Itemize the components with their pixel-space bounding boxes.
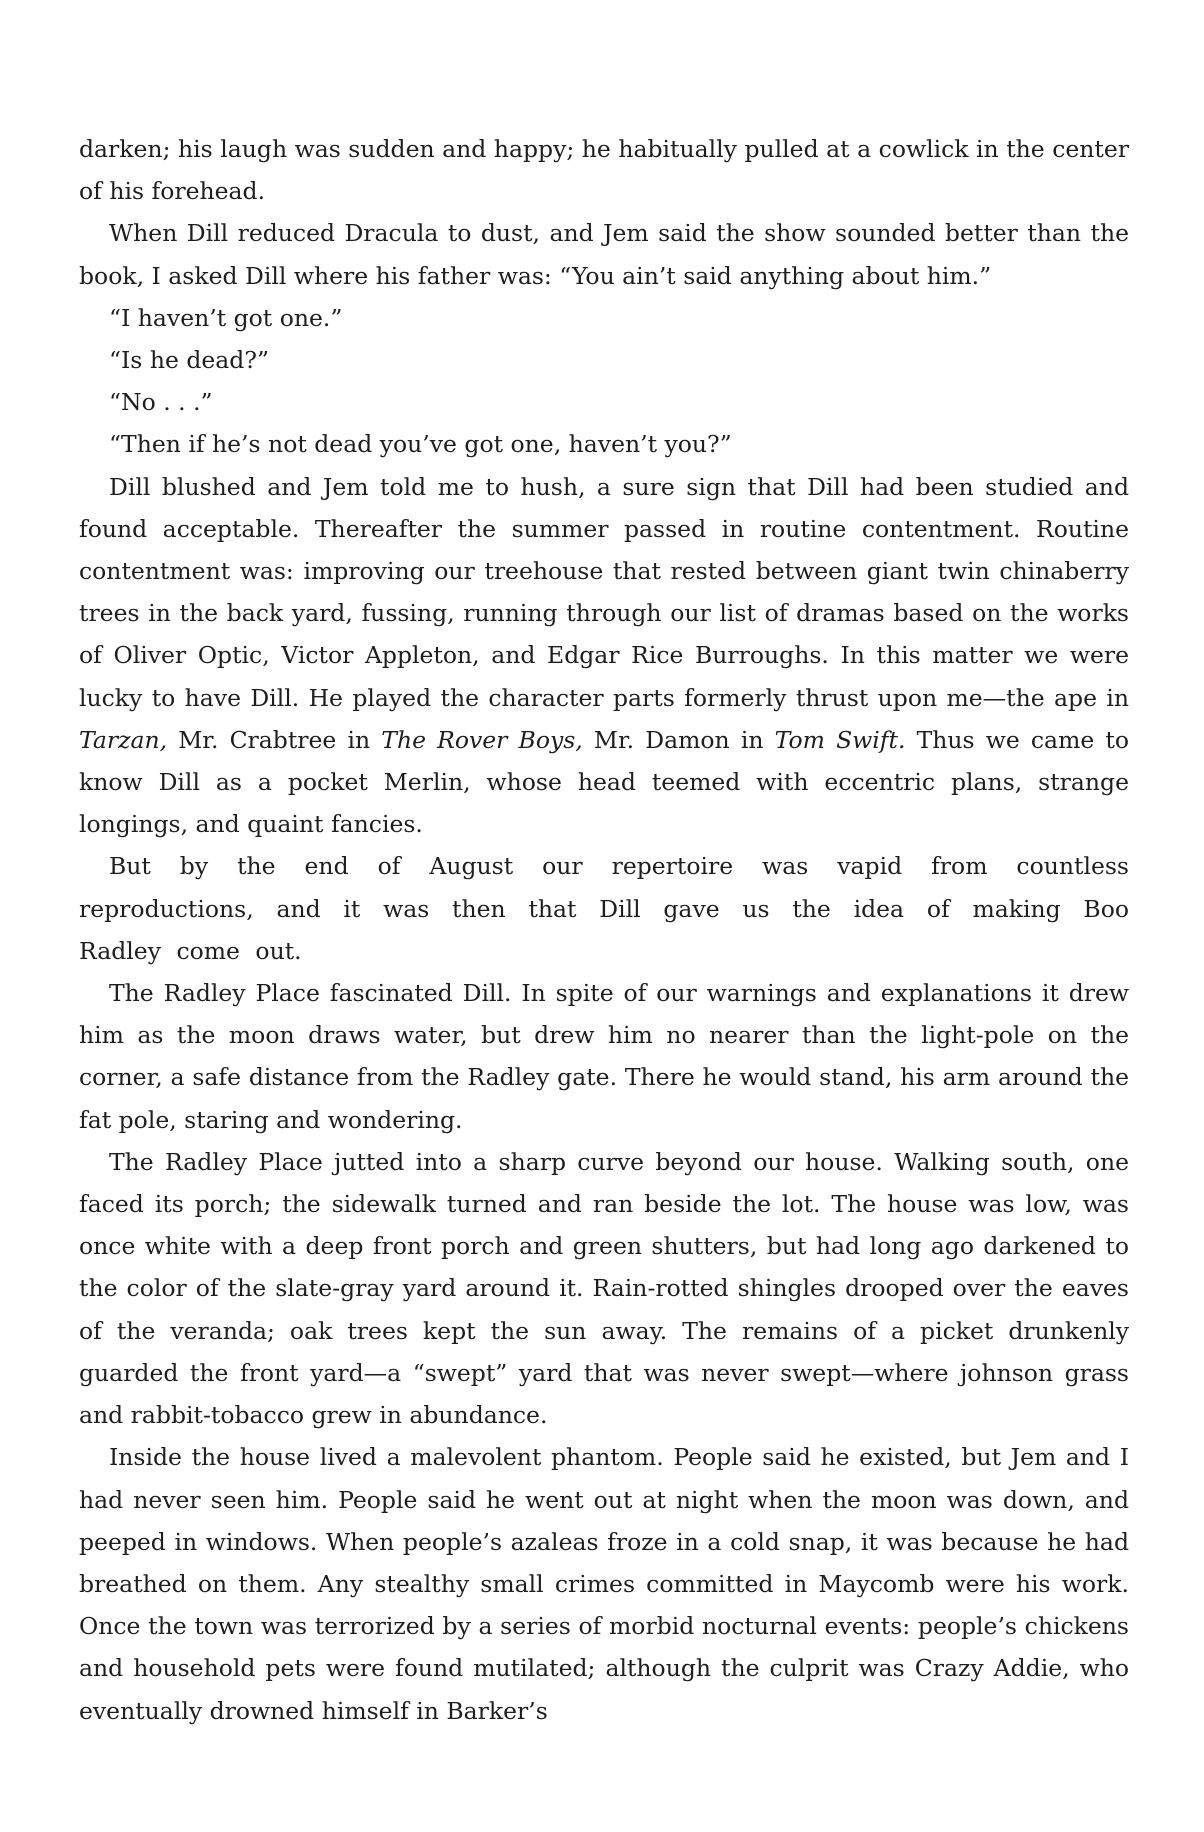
text-span: Thus we came to know Dill as a pocket Merlin, whose head teemed with eccentric plans, strange longings, and quaint fancies.: [79, 725, 1129, 839]
paragraph-august: But by the end of August our repertoire was vapid from countless reproductions, and it was then that Dill gave us the idea of making Boo Radley come out.: [79, 852, 1129, 965]
book-page: [79, 128, 1129, 1732]
paragraph-radley-fascination: The Radley Place fascinated Dill. In spite of our warnings and explanations it drew him as the moon draws water, but drew him no nearer than the light-pole on the corner, a safe distance from the Radley gate. There he would stand, his arm around the fat pole, staring and wondering.: [79, 979, 1129, 1134]
paragraph-radley-place: The Radley Place jutted into a sharp curve beyond our house. Walking south, one faced its porch; the sidewalk turned and ran beside the lot. The house was low, was once white with a deep front porch and green shutters, but had long ago darkened to the color of the slate-gray yard around it. Rain-rotted shingles drooped over the eaves of the veranda; oak trees kept the sun away. The remains of a picket drunkenly guarded the front yard—a “swept” yard that was never swept—where johnson grass and rabbit-tobacco grew in abundance.: [79, 1147, 1129, 1430]
dialogue-line: “Then if he’s not dead you’ve got one, haven’t you?”: [109, 430, 732, 459]
book-title: The Rover Boys,: [381, 725, 583, 754]
text-span: Mr. Damon in: [582, 725, 775, 754]
dialogue-line: “No . . .”: [109, 388, 213, 417]
book-title: Tarzan,: [79, 725, 168, 754]
book-title: Tom Swift.: [774, 725, 906, 754]
paragraph-dill-father: When Dill reduced Dracula to dust, and Jem said the show sounded better than the book, I asked Dill where his father was: “You ain’t said anything about him.”: [79, 219, 1129, 290]
dialogue-line: “Is he dead?”: [109, 346, 269, 375]
text-span: Mr. Crabtree in: [167, 725, 382, 754]
paragraph-summer: [79, 466, 1129, 846]
dialogue-line: “I haven’t got one.”: [109, 303, 343, 332]
paragraph-phantom: Inside the house lived a malevolent phantom. People said he existed, but Jem and I had never seen him. People said he went out at night when the moon was down, and peeped in windows. When people’s azaleas froze in a cold snap, it was because he had breathed on them. Any stealthy small crimes committed in Maycomb were his work. Once the town was terrorized by a series of morbid nocturnal events: people’s chickens and household pets were found mutilated; although the culprit was Crazy Addie, who eventually drowned himself in Barker’s: [79, 1443, 1129, 1725]
paragraph-continuation: darken; his laugh was sudden and happy; he habitually pulled at a cowlick in the center of his forehead.: [79, 135, 1129, 206]
text-span: Dill blushed and Jem told me to hush, a sure sign that Dill had been studied and found acceptable. Thereafter the summer passed in routine contentment. Routine contentment was: improving our treehouse that rested between giant twin chinaberry trees in the back yard, fussing, running through our list of dramas based on the works of Oliver Optic, Victor Appleton, and Edgar Rice Burroughs. In this matter we were lucky to have Dill. He played the character parts formerly thrust upon me—the ape in: [79, 472, 1129, 712]
